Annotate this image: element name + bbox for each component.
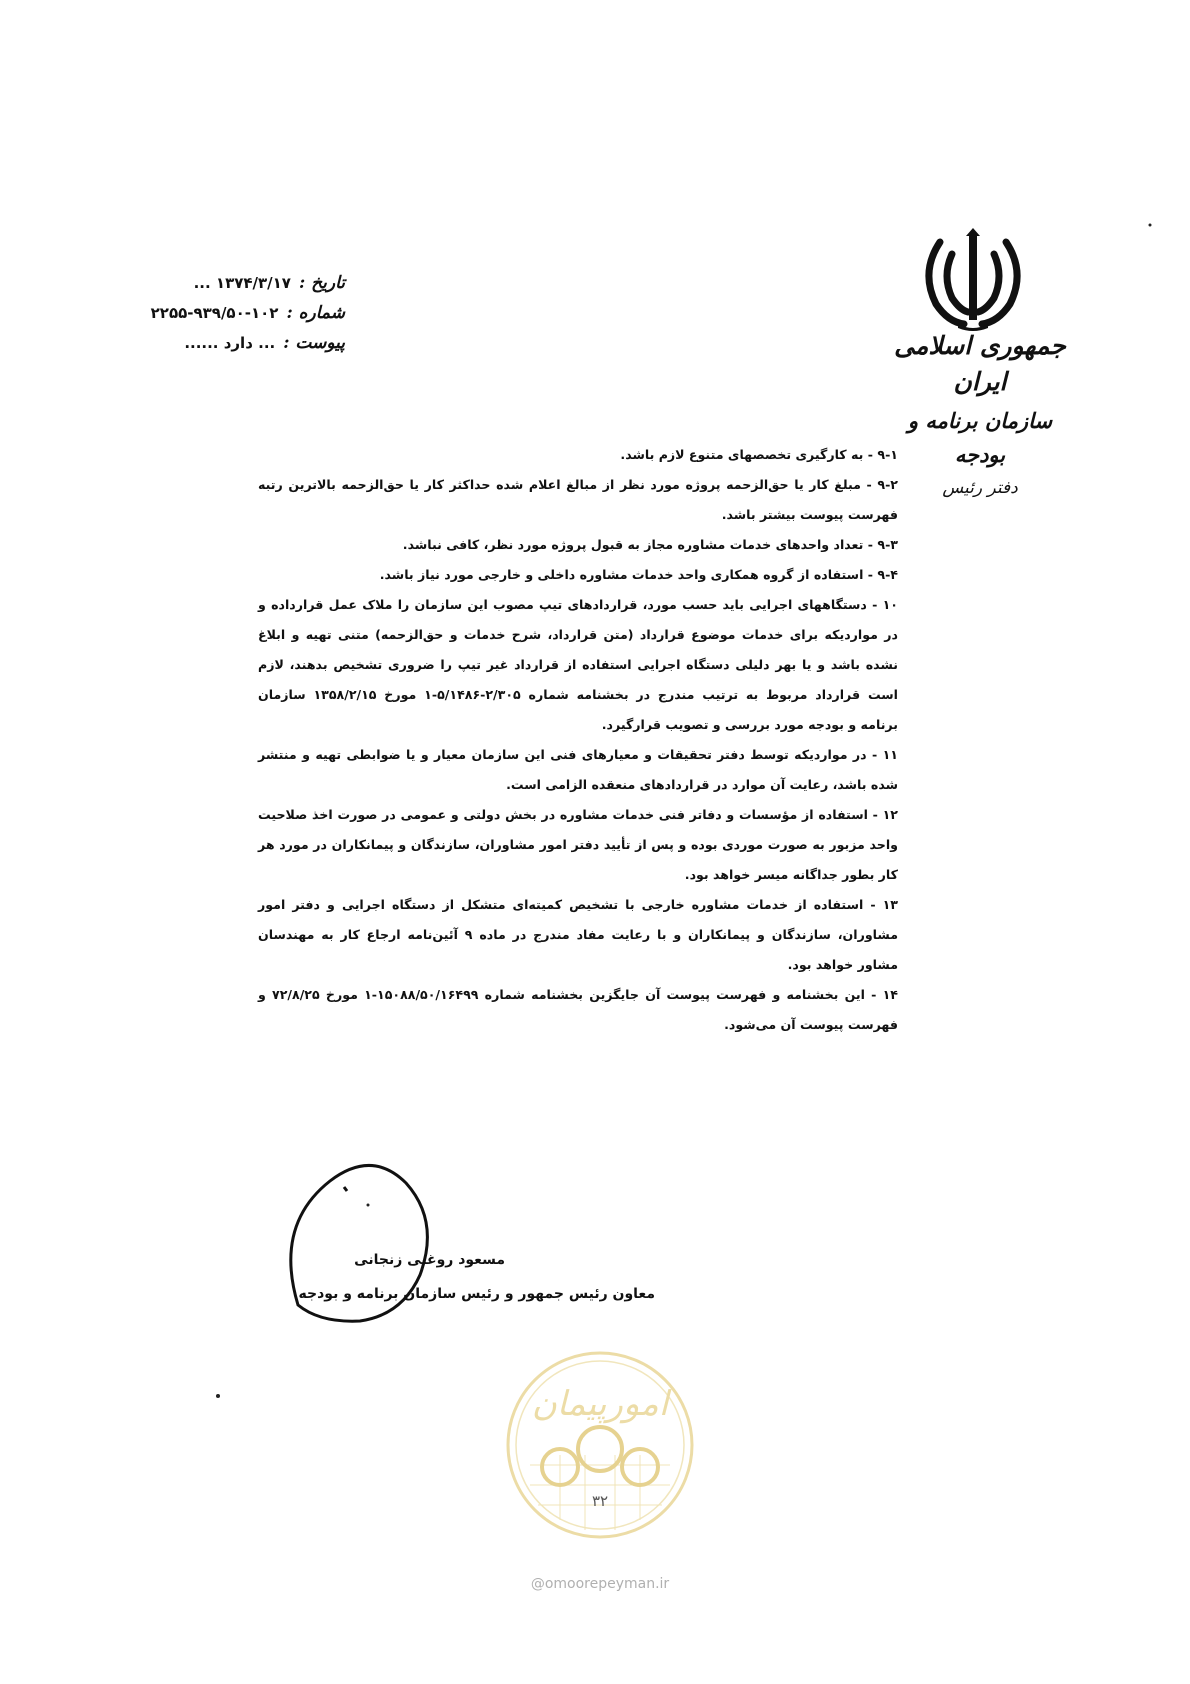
watermark-seal xyxy=(500,1345,700,1545)
iran-emblem-icon xyxy=(918,228,1028,332)
paragraph-10: ۱۰ - دستگاههای اجرایی باید حسب مورد، قراردادهای تیپ مصوب این سازمان را ملاک عمل قرارداده و در مواردیکه برای خدمات موضوع قرارداد (متن قرارداد، شرح خدمات و حق‌الزحمه) متنی تهیه و ابلاغ نشده باشد و یا بهر دلیلی دستگاه اجرایی استفاده از قرارداد غیر تیپ را ضروری تشخیص بدهند، لازم است قرارداد مربوط به ترتیب مندرج در بخشنامه شماره ۲/۳۰۵-۵/۱۴۸۶-۱ مورخ ۱۳۵۸/۲/۱۵ سازمان برنامه و بودجه مورد بررسی و تصویب قرارگیرد. xyxy=(258,597,898,732)
number-value: ۲۲۵۵-۹۳۹/۵۰-۱۰۲ xyxy=(150,304,279,322)
attachment-label: پیوست : xyxy=(283,333,345,353)
signature-block xyxy=(275,1243,655,1311)
number-label: شماره : xyxy=(286,303,345,323)
attachment-value: ... دارد ...... xyxy=(184,334,276,352)
page-number: ۳۲ xyxy=(591,1492,609,1510)
paragraph-9-4: ۹-۴ - استفاده از گروه همکاری واحد خدمات مشاوره داخلی و خارجی مورد نیاز باشد. xyxy=(379,567,898,582)
letter-meta xyxy=(120,273,345,363)
letter-body xyxy=(258,440,898,1040)
paragraph-9-2: ۹-۲ - مبلغ کار یا حق‌الزحمه پروژه مورد نظر از مبالغ اعلام شده حداکثر کار یا حق‌الزحمه بالاترین رتبه فهرست پیوست بیشتر باشد. xyxy=(258,477,898,522)
site-credit: @omoorepeyman.ir xyxy=(530,1576,670,1592)
letterhead-country: جمهوری اسلامی ایران xyxy=(894,331,1066,396)
paragraph-9-1: ۹-۱ - به کارگیری تخصصهای متنوع لازم باشد. xyxy=(620,447,898,462)
date-label: تاریخ : xyxy=(298,273,345,293)
date-value: ۱۳۷۴/۳/۱۷ ... xyxy=(193,274,291,292)
paragraph-12: ۱۲ - استفاده از مؤسسات و دفاتر فنی خدمات مشاوره در بخش دولتی و عمومی در صورت اخذ صلاحیت واحد مزبور به صورت موردی بوده و پس از تأیید دفتر امور مشاوران، سازندگان و پیمانکاران در مورد هر کار بطور جداگانه میسر خواهد بود. xyxy=(258,807,898,882)
letterhead-office: دفتر رئیس xyxy=(942,478,1018,498)
watermark-text: امورپیمان xyxy=(531,1384,669,1424)
letterhead-organization: سازمان برنامه و بودجه xyxy=(907,408,1053,467)
paragraph-11: ۱۱ - در مواردیکه توسط دفتر تحقیقات و معیارهای فنی این سازمان معیار و یا ضوابطی تهیه و منتشر شده باشد، رعایت آن موارد در قراردادهای منعقده الزامی است. xyxy=(258,747,898,792)
letterhead xyxy=(880,328,1080,502)
meta-number-row xyxy=(120,303,345,333)
signatory-title: معاون رئیس جمهور و رئیس سازمان برنامه و بودجه xyxy=(298,1286,655,1302)
paragraph-14: ۱۴ - این بخشنامه و فهرست پیوست آن جایگزین بخشنامه شماره ۱۵۰۸۸/۵۰/۱۶۴۹۹-۱ مورخ ۷۲/۸/۲۵ و فهرست پیوست آن می‌شود. xyxy=(258,987,898,1032)
meta-date-row xyxy=(120,273,345,303)
meta-attachment-row xyxy=(120,333,345,363)
signatory-name: مسعود روغنی زنجانی xyxy=(354,1252,505,1268)
paragraph-9-3: ۹-۳ - تعداد واحدهای خدمات مشاوره مجاز به قبول پروژه مورد نظر، کافی نباشد. xyxy=(402,537,898,552)
paragraph-13: ۱۳ - استفاده از خدمات مشاوره خارجی با تشخیص کمیته‌ای متشکل از دستگاه اجرایی و دفتر امور مشاوران، سازندگان و پیمانکاران و با رعایت مفاد مندرج در ماده ۹ آئین‌نامه ارجاع کار به مهندسان مشاور خواهد بود. xyxy=(258,897,898,972)
